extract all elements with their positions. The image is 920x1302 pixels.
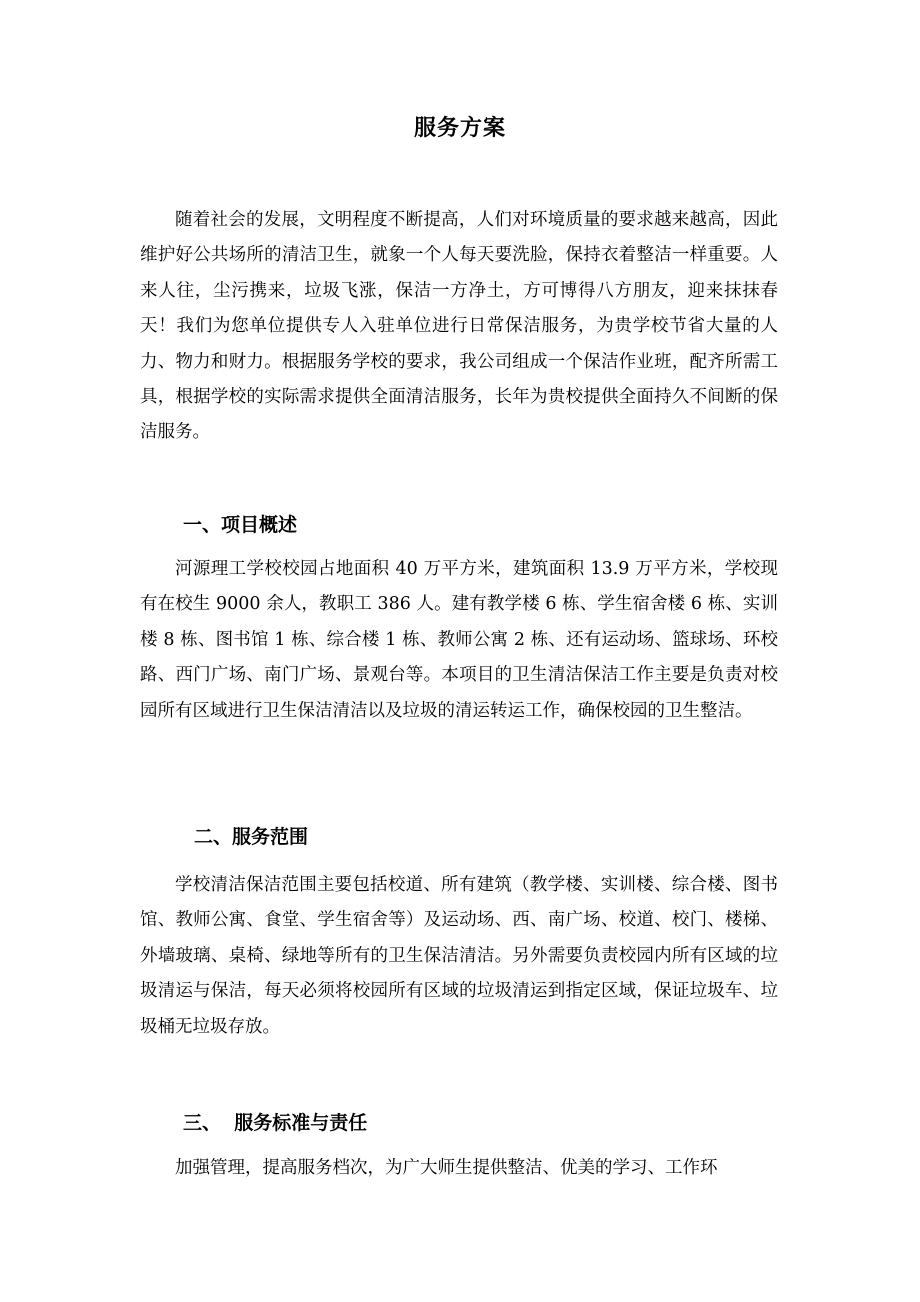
intro-paragraph: 随着社会的发展，文明程度不断提高，人们对环境质量的要求越来越高，因此维护好公共场所的清洁卫生，就象一个人每天要洗脸，保持衣着整洁一样重要。人来人往，尘污携来，垃圾飞涨，保洁一方净土，方可博得八方朋友，迎来抹抹春天！我们为您单位提供专人入驻单位进行日常保洁服务，为贵学校节省大量的人力、物力和财力。根据服务学校的要求，我公司组成一个保洁作业班，配齐所需工具，根据学校的实际需求提供全面清洁服务，长年为贵校提供全面持久不间断的保洁服务。 bbox=[140, 210, 778, 443]
section-heading-scope: 二、服务范围 bbox=[194, 826, 309, 848]
section-heading-overview: 一、项目概述 bbox=[183, 514, 298, 536]
section-body-overview: 河源理工学校校园占地面积 40 万平方米，建筑面积 13.9 万平方米，学校现有在校生 9000 余人，教职工 386 人。建有教学楼 6 栋、学生宿舍楼 6 栋、实训楼 8 栋、图书馆 1 栋、综合楼 1 栋、教师公寓 2 栋、还有运动场、篮球场、环校路、西门广场、南门广场、景观台等。本项目的卫生清洁保洁工作主要是负责对校园所有区域进行卫生保洁清洁以及垃圾的清运转运工作，确保校园的卫生整洁。 bbox=[140, 559, 778, 721]
section-body-standards: 加强管理，提高服务档次，为广大师生提供整洁、优美的学习、工作环 bbox=[175, 1158, 718, 1178]
section-heading-standards: 三、 服务标准与责任 bbox=[183, 1112, 368, 1134]
document-title: 服务方案 bbox=[413, 115, 506, 141]
section-body-scope: 学校清洁保洁范围主要包括校道、所有建筑（教学楼、实训楼、综合楼、图书馆、教师公寓、食堂、学生宿舍等）及运动场、西、南广场、校道、校门、楼梯、外墙玻璃、桌椅、绿地等所有的卫生保洁清洁。另外需要负责校园内所有区域的垃圾清运与保洁，每天必须将校园所有区域的垃圾清运到指定区域，保证垃圾车、垃圾桶无垃圾存放。 bbox=[140, 875, 778, 1037]
